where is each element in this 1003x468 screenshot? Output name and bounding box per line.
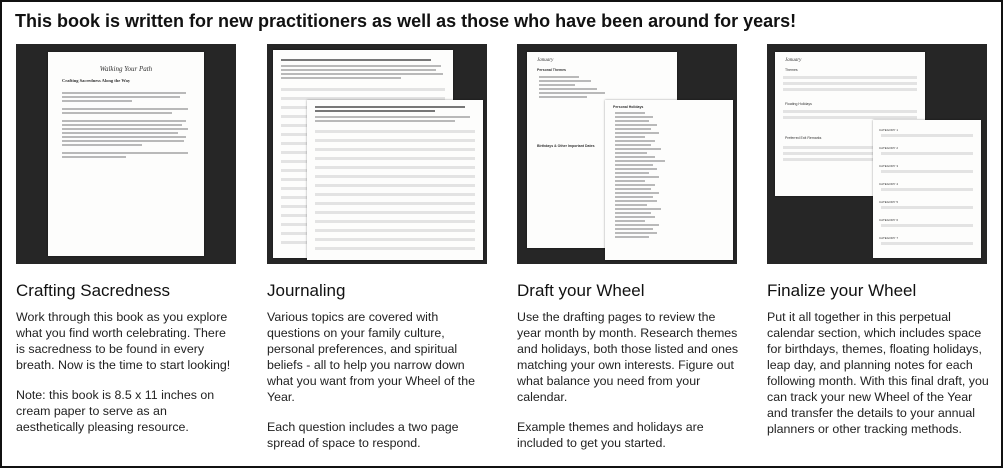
card-paragraph: Note: this book is 8.5 x 11 inches on cream paper to serve as an aesthetically pleasing resource.	[16, 388, 215, 434]
headline: This book is written for new practitioners as well as those who have been around for years!	[15, 11, 797, 31]
card-description	[16, 309, 238, 449]
card-paragraph: Example themes and holidays are included to get you started.	[517, 420, 704, 450]
book-preview-image	[16, 44, 236, 264]
category-label: CATEGORY 4	[879, 182, 899, 186]
card-description	[517, 309, 739, 465]
card-title: Crafting Sacredness	[16, 281, 171, 300]
category-label: CATEGORY 3	[879, 164, 899, 168]
category-label: CATEGORY 5	[879, 200, 899, 204]
card-paragraph: Use the drafting pages to review the year month by month. Research themes and holidays, both those listed and ones matching your own interests. Figure out what balance you need from your calendar.	[517, 310, 739, 404]
book-page	[605, 100, 733, 260]
category-label: CATEGORY 2	[879, 146, 899, 150]
themes-label: Themes	[785, 68, 798, 72]
book-preview-image	[517, 44, 737, 264]
birthdays-heading: Birthdays & Other Important Dates	[537, 144, 595, 148]
card-description	[767, 309, 989, 451]
card-paragraph: Each question includes a two page spread of space to respond.	[267, 420, 459, 450]
page-title: Walking Your Path	[99, 65, 153, 73]
category-label: CATEGORY 1	[879, 128, 899, 132]
book-page	[48, 52, 204, 256]
book-page	[307, 100, 483, 260]
book-page	[873, 120, 981, 258]
category-label: CATEGORY 6	[879, 218, 899, 222]
month-heading: January	[785, 58, 802, 63]
holidays-heading: Personal Holidays	[613, 105, 644, 109]
book-preview-image	[767, 44, 987, 264]
notes-label: Preferred Exit Remarks	[785, 136, 822, 140]
card-description	[267, 309, 489, 465]
themes-heading: Personal Themes	[537, 68, 566, 72]
floating-holidays-label: Floating Holidays	[785, 102, 812, 106]
book-preview-image	[267, 44, 487, 264]
category-label: CATEGORY 7	[879, 236, 899, 240]
card-title: Journaling	[267, 281, 346, 300]
month-heading: January	[537, 58, 554, 63]
page-subtitle: Crafting Sacredness Along the Way	[62, 78, 131, 83]
card-paragraph: Various topics are covered with questions on your family culture, personal preferences, and spiritual beliefs - all to help you narrow down what you want from your Wheel of the Year.	[267, 310, 475, 404]
card-title: Finalize your Wheel	[767, 281, 917, 300]
card-paragraph: Work through this book as you explore what you find worth celebrating. There is sacredness to be found in every breath. Now is the time to start looking!	[16, 310, 231, 372]
card-title: Draft your Wheel	[517, 281, 645, 300]
card-paragraph: Put it all together in this perpetual calendar section, which includes space for birthdays, themes, floating holidays, leap day, and planning notes for each following month. With this final draft, you can track your new Wheel of the Year and transfer the details to your annual planners or other tracking methods.	[767, 310, 989, 436]
